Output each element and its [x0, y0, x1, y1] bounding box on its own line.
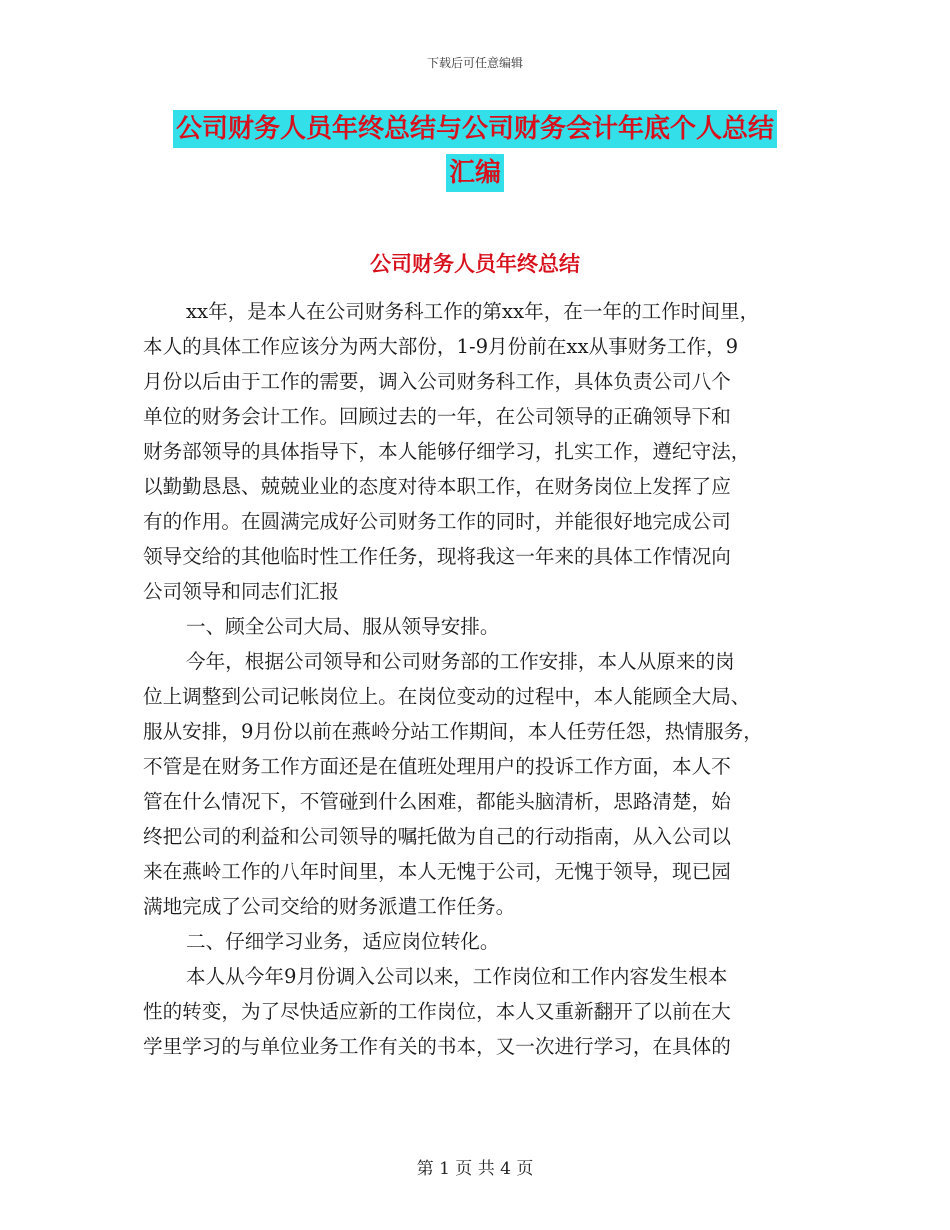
text-line: 本人的具体工作应该分为两大部份，1-9月份前在xx从事财务工作，9 — [143, 335, 739, 358]
title-line-1: 公司财务人员年终总结与公司财务会计年底个人总结 — [173, 110, 777, 148]
text-line: 位上调整到公司记帐岗位上。在岗位变动的过程中，本人能顾全大局、 — [143, 685, 751, 708]
text-line: 本人从今年9月份调入公司以来，工作岗位和工作内容发生根本 — [186, 965, 728, 988]
text-line: 学里学习的与单位业务工作有关的书本，又一次进行学习，在具体的 — [143, 1035, 731, 1058]
text-line: 管在什么情况下，不管碰到什么困难，都能头脑清析，思路清楚，始 — [143, 790, 731, 813]
text-line: 公司领导和同志们汇报 — [143, 580, 339, 603]
text-line: 二、仔细学习业务，适应岗位转化。 — [186, 930, 500, 953]
text-line: 性的转变，为了尽快适应新的工作岗位，本人又重新翻开了以前在大 — [143, 1000, 731, 1023]
text-line: 有的作用。在圆满完成好公司财务工作的同时，并能很好地完成公司 — [143, 510, 731, 533]
text-line: 以勤勤恳恳、兢兢业业的态度对待本职工作，在财务岗位上发挥了应 — [143, 475, 731, 498]
text-line: 月份以后由于工作的需要，调入公司财务科工作，具体负责公司八个 — [143, 370, 731, 393]
header-note: 下载后可任意编辑 — [426, 56, 523, 70]
text-line: 来在燕岭工作的八年时间里，本人无愧于公司，无愧于领导，现已园 — [143, 860, 731, 883]
text-line: 今年，根据公司领导和公司财务部的工作安排，本人从原来的岗 — [186, 650, 735, 673]
text-line: 财务部领导的具体指导下，本人能够仔细学习，扎实工作，遵纪守法， — [143, 440, 751, 463]
text-line: 满地完成了公司交给的财务派遣工作任务。 — [143, 895, 516, 918]
text-line: 一、顾全公司大局、服从领导安排。 — [186, 615, 500, 638]
document-title — [0, 110, 950, 192]
text-line: xx年，是本人在公司财务科工作的第xx年，在一年的工作时间里， — [186, 300, 760, 323]
text-line: 服从安排，9月份以前在燕岭分站工作期间，本人任劳任怨，热情服务， — [143, 720, 763, 743]
title-line-2: 汇编 — [446, 154, 504, 192]
body-text — [143, 294, 823, 1064]
text-line: 不管是在财务工作方面还是在值班处理用户的投诉工作方面，本人不 — [143, 755, 731, 778]
text-line: 终把公司的利益和公司领导的嘱托做为自己的行动指南，从入公司以 — [143, 825, 731, 848]
page-footer: 第 1 页 共 4 页 — [416, 1159, 534, 1179]
text-line: 领导交给的其他临时性工作任务，现将我这一年来的具体工作情况向 — [143, 545, 731, 568]
section-heading: 公司财务人员年终总结 — [370, 252, 580, 276]
text-line: 单位的财务会计工作。回顾过去的一年，在公司领导的正确领导下和 — [143, 405, 731, 428]
